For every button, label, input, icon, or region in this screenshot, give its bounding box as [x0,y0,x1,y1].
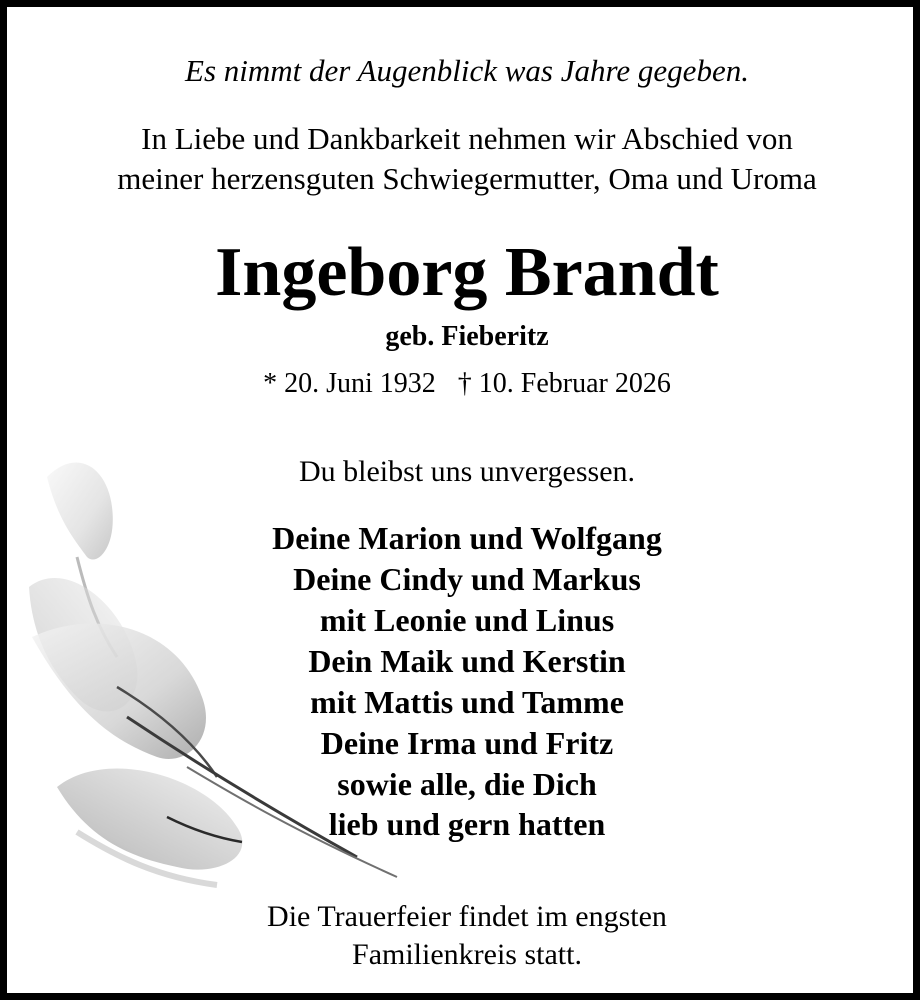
funeral-info-line-1: Die Trauerfeier findet im engsten [267,900,667,933]
mourner-line: mit Mattis und Tamme [310,684,624,720]
mourner-line: sowie alle, die Dich [337,766,597,802]
birth-date: * 20. Juni 1932 [263,368,436,399]
mourner-line: lieb und gern hatten [328,806,606,842]
farewell-line: Du bleibst uns unvergessen. [298,455,636,488]
deceased-name: Ingeborg Brandt [215,234,719,311]
mourner-line: Dein Maik und Kerstin [308,643,626,679]
motto: Es nimmt der Augenblick was Jahre gegeben. [185,53,749,88]
mourner-line: Deine Marion und Wolfgang [272,520,662,556]
mourner-line: Deine Cindy und Markus [293,561,641,597]
death-date: † 10. Februar 2026 [457,368,671,399]
life-dates [7,370,920,398]
funeral-info-line-2: Familienkreis statt. [352,938,582,971]
mourner-line: Deine Irma und Fritz [320,725,614,761]
intro-line-1: In Liebe und Dankbarkeit nehmen wir Abschied von [141,121,793,156]
mourner-line: mit Leonie und Linus [319,602,615,638]
intro-line-2: meiner herzensguten Schwiegermutter, Oma und Uroma [117,161,817,196]
birth-name: geb. Fieberitz [385,321,549,352]
